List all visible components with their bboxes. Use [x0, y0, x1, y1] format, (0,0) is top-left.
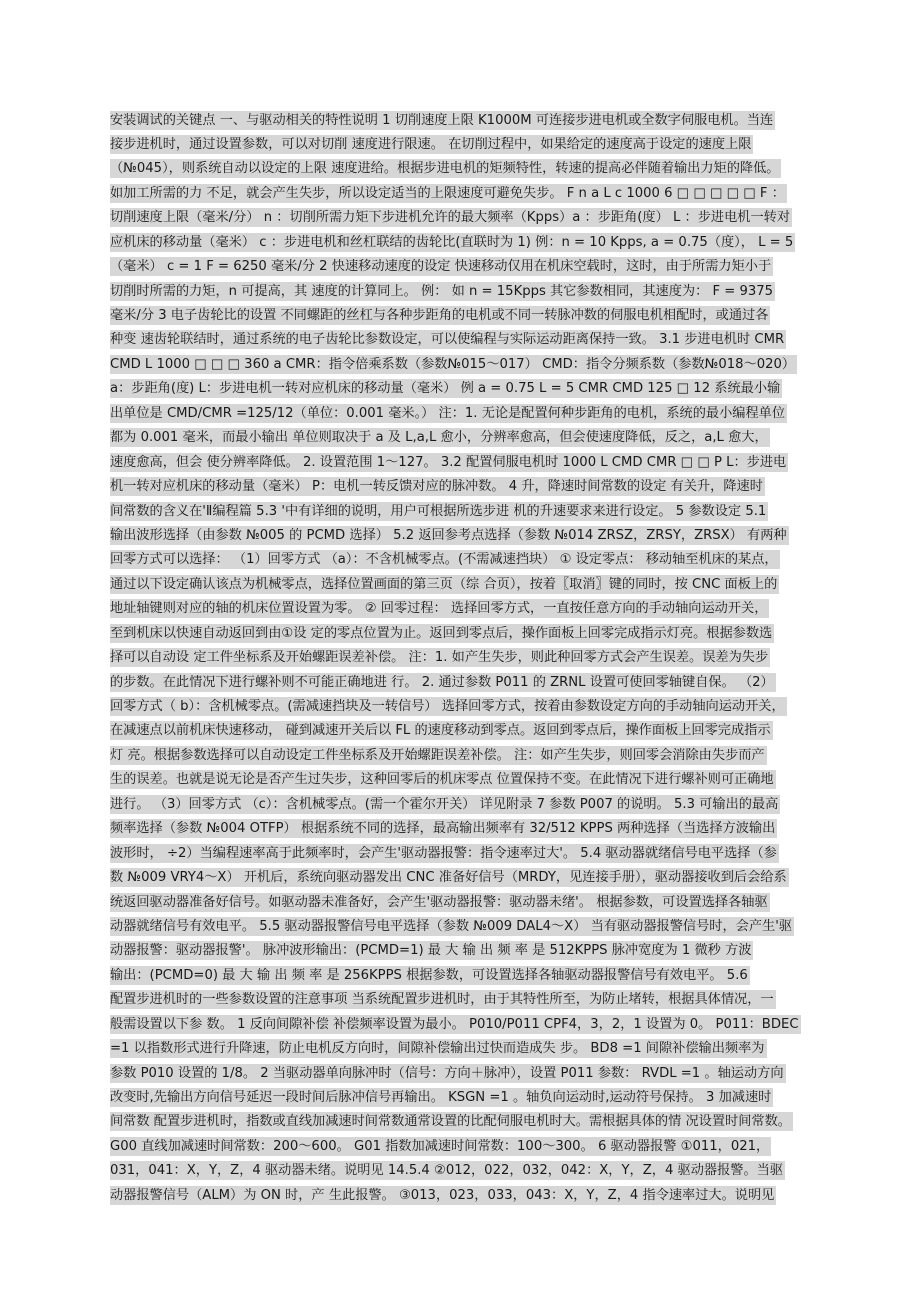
line-text: 切削时所需的力矩，n 可提高，其 速度的计算同上。 例： 如 n = 15Kpps 其它参数相同，其速度为： F = 9375: [110, 283, 774, 299]
line-text: 种变 速齿轮联结时，通过系统的电子齿轮比参数设定，可以使编程与实际运动距离保持一致。 3.1 步进电机时 CMR: [110, 332, 785, 348]
text-line: [110, 476, 820, 500]
line-text: （毫米） c = 1 F = 6250 毫米/分 2 快速移动速度的设定 快速移动仅用在机床空载时，这时，由于所需力矩小于: [110, 259, 772, 275]
text-line: [110, 524, 820, 548]
line-text: 改变时,先输出方向信号延迟一段时间后脉冲信号再输出。 KSGN =1 。轴负向运动时,运动符号保持。 3 加减速时: [110, 1090, 772, 1105]
line-text: 进行。 （3）回零方式 （c）：含机械零点。(需一个霍尔开关） 详见附录 7 参数 P007 的说明。 5.3 可输出的最高: [110, 796, 779, 812]
text-line: [110, 256, 820, 280]
text-line: [110, 402, 820, 426]
line-text: 的步数。在此情况下进行螺补则不可能正确地进 行。 2. 通过参数 P011 的 ZRNL 设置可使回零轴键自保。 （2）: [110, 674, 774, 690]
text-line: [110, 1184, 820, 1208]
text-line: [110, 109, 820, 133]
text-line: [110, 647, 820, 671]
text-line: [110, 1160, 820, 1184]
line-text: 速度愈高，但会 使分辨率降低。 2. 设置范围 1～127。 3.2 配置伺服电机时 1000 L CMD CMR □ □ P L：步进电: [110, 454, 787, 470]
line-text: 间常数的含义在'Ⅱ编程篇 5.3 '中有详细的说明，用户可根据所选步进 机的升速要求来进行设定。 5 参数设定 5.1: [110, 503, 767, 519]
line-text: 出单位是 CMD/CMR =125/12（单位：0.001 毫米。） 注：1. 无论是配置何种步距角的电机，系统的最小编程单位: [110, 405, 786, 421]
text-line: [110, 1135, 820, 1159]
text-line: [110, 671, 820, 695]
text-line: [110, 549, 820, 573]
line-text: 输出：(PCMD=0) 最 大 输 出 频 率 是 256KPPS 根据参数，可设置选择各轴驱动器报警信号有效电平。 5.6: [110, 967, 748, 983]
line-text: 般需设置以下参 数。 1 反向间隙补偿 补偿频率设置为最小。 P010/P011 CPF4，3，2，1 设置为 0。 P011：BDEC: [110, 1016, 799, 1032]
line-text: 灯 亮。根据参数选择可以自动设定工件坐标系及开始螺距误差补偿。 注：如产生失步，则回零会消除由失步而产: [110, 747, 765, 763]
text-line: [110, 280, 820, 304]
line-text: 安装调试的关键点 一、与驱动相关的特性说明 1 切削速度上限 K1000M 可连接步进电机或全数字伺服电机。当连: [110, 112, 774, 128]
text-line: [110, 720, 820, 744]
line-text: 毫米/分 3 电子齿轮比的设置 不同螺距的丝杠与各种步距角的电机或不同一转脉冲数的伺服电机相配时，或通过各: [110, 308, 769, 323]
line-text: 生的误差。也就是说无论是否产生过失步，这种回零后的机床零点 位置保持不变。在此情况下进行螺补则可正确地: [110, 772, 774, 788]
text-line: [110, 1062, 820, 1086]
line-text: 动器就绪信号有效电平。 5.5 驱动器报警信号电平选择（参数 №009 DAL4～X） 当有驱动器报警信号时，会产生'驱: [110, 918, 793, 934]
text-line: [110, 696, 820, 720]
text-line: [110, 598, 820, 622]
text-line: [110, 915, 820, 939]
line-text: 间常数 配置步进机时，指数或直线加减速时间常数通常设置的比配伺服电机时大。需根据具体的情 况设置时间常数。: [110, 1114, 791, 1130]
line-text: 择可以自动设 定工件坐标系及开始螺距误差补偿。 注：1. 如产生失步，则此种回零方式会产生误差。误差为失步: [110, 650, 769, 666]
text-line: [110, 793, 820, 817]
text-line: [110, 744, 820, 768]
line-text: 频率选择（参数 №004 OTFP） 根据系统不同的选择，最高输出频率有 32/512 KPPS 两种选择（当选择方波输出: [110, 821, 776, 837]
text-line: [110, 964, 820, 988]
line-text: 参数 P010 设置的 1/8。 2 当驱动器单向脉冲时（信号：方向＋脉冲），设置 P011 参数： RVDL =1 。轴运动方向: [110, 1065, 784, 1081]
text-line: [110, 891, 820, 915]
text-line: [110, 573, 820, 597]
text-line: [110, 329, 820, 353]
document-text-block: [110, 109, 820, 1209]
line-text: 动器报警信号（ALM）为 ON 时，产 生此报警。 ③013，023，033，043：X，Y，Z，4 指令速率过大。说明见: [110, 1187, 775, 1203]
line-text: 动器报警：驱动器报警'。 脉冲波形输出：(PCMD=1) 最 大 输 出 频 率 是 512KPPS 脉冲宽度为 1 微秒 方波: [110, 943, 752, 959]
line-text: 至到机床以快速自动返回到由①设 定的零点位置为止。返回到零点后，操作面板上回零完成指示灯亮。根据参数选: [110, 625, 773, 641]
line-text: 如加工所需的力 不足，就会产生失步，所以设定适当的上限速度可避免失步。 F n a L c 1000 6 □ □ □ □ □ F ：: [110, 185, 785, 201]
text-line: [110, 133, 820, 157]
line-text: 统返回驱动器准备好信号。如驱动器未准备好，会产生'驱动器报警：驱动器未绪'。 根据参数，可设置选择各轴驱: [110, 894, 768, 910]
line-text: 数 №009 VRY4～X） 开机后，系统向驱动器发出 CNC 准备好信号（MRDY，见连接手册），驱动器接收到后会给系: [110, 870, 787, 886]
text-line: [110, 1087, 820, 1111]
text-line: [110, 500, 820, 524]
line-text: 应机床的移动量（毫米） c ：步进电机和丝杠联结的齿轮比(直联时为 1) 例：n = 10 Kpps, a = 0.75（度）， L = 5: [110, 234, 794, 250]
line-text: 地址轴键则对应的轴的机床位置设置为零。 ② 回零过程： 选择回零方式，一直按任意方向的手动轴向运动开关，: [110, 601, 768, 617]
line-text: 接步进机时，通过设置参数，可以对切削 速度进行限速。 在切削过程中，如果给定的速度高于设定的速度上限: [110, 136, 752, 152]
text-line: [110, 378, 820, 402]
text-line: [110, 305, 820, 329]
text-line: [110, 867, 820, 891]
line-text: 在减速点以前机床快速移动， 碰到减速开关后以 FL 的速度移动到零点。返回到零点后，操作面板上回零完成指示: [110, 723, 771, 739]
text-line: [110, 1013, 820, 1037]
text-line: [110, 182, 820, 206]
line-text: 切削速度上限（毫米/分） n ：切削所需力矩下步进机允许的最大频率（Kpps）a ：步距角(度） L ：步进电机一转对: [110, 210, 791, 226]
text-line: [110, 818, 820, 842]
text-line: [110, 622, 820, 646]
text-line: [110, 353, 820, 377]
line-text: 波形时， ÷2）当编程速率高于此频率时，会产生'驱动器报警：指令速率过大'。 5.4 驱动器就绪信号电平选择（参: [110, 845, 777, 861]
text-line: [110, 231, 820, 255]
line-text: 回零方式（ b）：含机械零点。(需减速挡块及一转信号） 选择回零方式，按着由参数设定方向的手动轴向运动开关，: [110, 699, 785, 714]
text-line: [110, 989, 820, 1013]
text-line: [110, 1038, 820, 1062]
line-text: （№045），则系统自动以设定的上限 速度进给。根据步进电机的矩频特性，转速的提高必伴随着输出力矩的降低。: [110, 161, 780, 177]
text-line: [110, 207, 820, 231]
text-line: [110, 1111, 820, 1135]
line-text: 配置步进机时的一些参数设置的注意事项 当系统配置步进机时，由于其特性所至，为防止堵转，根据具体情况，一: [110, 992, 774, 1008]
text-line: [110, 451, 820, 475]
line-text: 回零方式可以选择： （1）回零方式 （a）：不含机械零点。(不需减速挡块） ① 设定零点： 移动轴至机床的某点，: [110, 552, 778, 568]
line-text: 机一转对应机床的移动量（毫米） P：电机一转反馈对应的脉冲数。 4 升，降速时间常数的设定 有关升，降速时: [110, 479, 763, 495]
line-text: G00 直线加减速时间常数：200～600。 G01 指数加减速时间常数：100～300。 6 驱动器报警 ①011，021，: [110, 1138, 770, 1154]
text-line: [110, 842, 820, 866]
text-line: [110, 158, 820, 182]
line-text: 通过以下设定确认该点为机械零点，选择位置画面的第三页（综 合页），按着〖取消〗键的同时，按 CNC 面板上的: [110, 576, 778, 592]
line-text: 031，041：X，Y，Z，4 驱动器未绪。说明见 14.5.4 ②012，022，032，042：X，Y，Z，4 驱动器报警。当驱: [110, 1163, 784, 1179]
line-text: 输出波形选择（由参数 №005 的 PCMD 选择） 5.2 返回参考点选择（参数 №014 ZRSZ，ZRSY，ZRSX） 有两种: [110, 527, 787, 543]
line-text: =1 以指数形式进行升降速，防止电机反方向时，间隙补偿输出过快而造成失 步。 BD8 =1 间隙补偿输出频率为: [110, 1041, 765, 1057]
text-line: [110, 940, 820, 964]
text-line: [110, 427, 820, 451]
text-line: [110, 769, 820, 793]
line-text: 都为 0.001 毫米，而最小输出 单位则取决于 a 及 L,a,L 愈小，分辨率愈高，但会使速度降低，反之，a,L 愈大，: [110, 430, 768, 446]
line-text: CMD L 1000 □ □ □ 360 a CMR：指令倍乘系数（参数№015～017） CMD：指令分频系数（参数№018～020）: [110, 356, 796, 372]
line-text: a：步距角(度) L：步进电机一转对应机床的移动量（毫米） 例 a = 0.75 L = 5 CMR CMD 125 □ 12 系统最小输: [110, 381, 781, 397]
